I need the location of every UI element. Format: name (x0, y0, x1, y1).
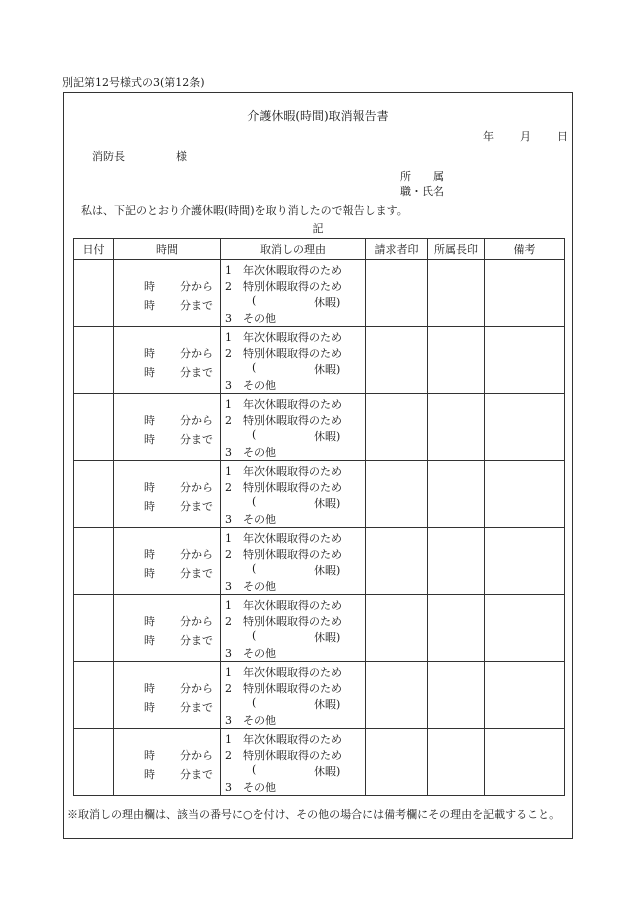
to-label: 分まで (180, 634, 213, 647)
supervisor-seal-cell[interactable] (428, 729, 485, 796)
date-cell[interactable] (74, 394, 114, 461)
header-supervisor-seal: 所属長印 (428, 239, 485, 260)
table-row (74, 461, 565, 528)
footnote: ※取消しの理由欄は、該当の番号に○を付け、その他の場合には備考欄にその理由を記載すること。 (67, 808, 561, 821)
to-label: 分まで (180, 500, 213, 513)
reason-option-1: 1 年次休暇取得のため (225, 331, 342, 344)
date-cell[interactable] (74, 662, 114, 729)
table-row (74, 394, 565, 461)
remarks-cell[interactable] (485, 327, 565, 394)
date-cell[interactable] (74, 260, 114, 327)
supervisor-seal-cell[interactable] (428, 528, 485, 595)
remarks-cell[interactable] (485, 595, 565, 662)
hour-label: 時 (144, 433, 155, 446)
header-date: 日付 (74, 239, 114, 260)
supervisor-seal-cell[interactable] (428, 595, 485, 662)
time-cell[interactable] (114, 662, 221, 729)
remarks-cell[interactable] (485, 528, 565, 595)
from-label: 分から (180, 414, 213, 427)
paren-close: 休暇) (314, 631, 341, 644)
hour-label: 時 (144, 481, 155, 494)
addressee-honorific: 様 (176, 150, 187, 163)
supervisor-seal-cell[interactable] (428, 394, 485, 461)
header-time: 時間 (114, 239, 221, 260)
reason-cell[interactable] (221, 260, 366, 327)
reason-option-3: 3 その他 (225, 312, 276, 325)
remarks-cell[interactable] (485, 260, 565, 327)
hour-label: 時 (144, 749, 155, 762)
applicant-seal-cell[interactable] (366, 662, 428, 729)
table-row (74, 662, 565, 729)
date-cell[interactable] (74, 595, 114, 662)
paren-open: ( (252, 763, 257, 776)
addressee-chief: 消防長 (92, 150, 125, 163)
to-label: 分まで (180, 433, 213, 446)
table-row (74, 729, 565, 796)
table-header-row (74, 239, 565, 260)
time-cell[interactable] (114, 260, 221, 327)
paren-open: ( (252, 696, 257, 709)
reason-option-3: 3 その他 (225, 580, 276, 593)
table-row (74, 595, 565, 662)
time-cell[interactable] (114, 394, 221, 461)
reason-option-2: 2 特別休暇取得のため (225, 414, 342, 427)
date-cell[interactable] (74, 729, 114, 796)
remarks-cell[interactable] (485, 461, 565, 528)
supervisor-seal-cell[interactable] (428, 260, 485, 327)
hour-label: 時 (144, 548, 155, 561)
table-row (74, 327, 565, 394)
applicant-seal-cell[interactable] (366, 528, 428, 595)
reason-cell[interactable] (221, 595, 366, 662)
to-label: 分まで (180, 366, 213, 379)
paren-open: ( (252, 629, 257, 642)
supervisor-seal-cell[interactable] (428, 662, 485, 729)
reason-option-1: 1 年次休暇取得のため (225, 532, 342, 545)
paren-close: 休暇) (314, 363, 341, 376)
hour-label: 時 (144, 414, 155, 427)
applicant-seal-cell[interactable] (366, 595, 428, 662)
paren-open: ( (252, 294, 257, 307)
applicant-seal-cell[interactable] (366, 461, 428, 528)
reason-option-3: 3 その他 (225, 714, 276, 727)
date-year-label: 年 (483, 130, 494, 143)
paren-open: ( (252, 361, 257, 374)
time-cell[interactable] (114, 729, 221, 796)
time-cell[interactable] (114, 595, 221, 662)
reason-option-1: 1 年次休暇取得のため (225, 264, 342, 277)
affiliation-label: 所 属 (400, 170, 444, 183)
paren-close: 休暇) (314, 497, 341, 510)
applicant-seal-cell[interactable] (366, 327, 428, 394)
remarks-cell[interactable] (485, 394, 565, 461)
supervisor-seal-cell[interactable] (428, 327, 485, 394)
date-cell[interactable] (74, 528, 114, 595)
to-label: 分まで (180, 567, 213, 580)
table-row (74, 260, 565, 327)
reason-option-1: 1 年次休暇取得のため (225, 398, 342, 411)
time-cell[interactable] (114, 327, 221, 394)
reason-cell[interactable] (221, 461, 366, 528)
reason-option-3: 3 その他 (225, 513, 276, 526)
date-cell[interactable] (74, 461, 114, 528)
reason-option-3: 3 その他 (225, 446, 276, 459)
reason-cell[interactable] (221, 662, 366, 729)
hour-label: 時 (144, 615, 155, 628)
date-day-label: 日 (557, 130, 568, 143)
reason-cell[interactable] (221, 394, 366, 461)
supervisor-seal-cell[interactable] (428, 461, 485, 528)
ki-label: 記 (312, 222, 324, 235)
remarks-cell[interactable] (485, 662, 565, 729)
paren-close: 休暇) (314, 765, 341, 778)
reason-option-2: 2 特別休暇取得のため (225, 749, 342, 762)
date-month-label: 月 (520, 130, 531, 143)
to-label: 分まで (180, 701, 213, 714)
hour-label: 時 (144, 768, 155, 781)
hour-label: 時 (144, 347, 155, 360)
header-applicant-seal: 請求者印 (366, 239, 428, 260)
from-label: 分から (180, 347, 213, 360)
date-cell[interactable] (74, 327, 114, 394)
applicant-seal-cell[interactable] (366, 729, 428, 796)
reason-option-1: 1 年次休暇取得のため (225, 599, 342, 612)
reason-option-2: 2 特別休暇取得のため (225, 615, 342, 628)
applicant-seal-cell[interactable] (366, 260, 428, 327)
remarks-cell[interactable] (485, 729, 565, 796)
hour-label: 時 (144, 701, 155, 714)
paren-close: 休暇) (314, 564, 341, 577)
to-label: 分まで (180, 299, 213, 312)
paren-open: ( (252, 562, 257, 575)
paren-close: 休暇) (314, 430, 341, 443)
reason-cell[interactable] (221, 327, 366, 394)
form-frame (63, 92, 573, 839)
hour-label: 時 (144, 500, 155, 513)
reason-option-3: 3 その他 (225, 647, 276, 660)
from-label: 分から (180, 548, 213, 561)
header-remarks: 備考 (485, 239, 565, 260)
record-table (73, 238, 565, 796)
document-title: 介護休暇(時間)取消報告書 (247, 109, 389, 123)
reason-cell[interactable] (221, 528, 366, 595)
from-label: 分から (180, 615, 213, 628)
reason-option-1: 1 年次休暇取得のため (225, 666, 342, 679)
reason-option-2: 2 特別休暇取得のため (225, 280, 342, 293)
hour-label: 時 (144, 299, 155, 312)
paren-open: ( (252, 495, 257, 508)
reason-option-2: 2 特別休暇取得のため (225, 682, 342, 695)
reason-option-2: 2 特別休暇取得のため (225, 548, 342, 561)
reason-option-3: 3 その他 (225, 379, 276, 392)
reason-option-3: 3 その他 (225, 781, 276, 794)
time-cell[interactable] (114, 461, 221, 528)
reason-option-1: 1 年次休暇取得のため (225, 465, 342, 478)
from-label: 分から (180, 682, 213, 695)
from-label: 分から (180, 481, 213, 494)
from-label: 分から (180, 749, 213, 762)
header-reason: 取消しの理由 (221, 239, 366, 260)
applicant-seal-cell[interactable] (366, 394, 428, 461)
statement-text: 私は、下記のとおり介護休暇(時間)を取り消したので報告します。 (81, 204, 408, 217)
reason-option-2: 2 特別休暇取得のため (225, 347, 342, 360)
to-label: 分まで (180, 768, 213, 781)
from-label: 分から (180, 280, 213, 293)
hour-label: 時 (144, 634, 155, 647)
hour-label: 時 (144, 366, 155, 379)
time-cell[interactable] (114, 528, 221, 595)
paren-close: 休暇) (314, 698, 341, 711)
paren-open: ( (252, 428, 257, 441)
reason-option-1: 1 年次休暇取得のため (225, 733, 342, 746)
name-label: 職・氏名 (400, 185, 444, 198)
reason-option-2: 2 特別休暇取得のため (225, 481, 342, 494)
table-row (74, 528, 565, 595)
hour-label: 時 (144, 280, 155, 293)
form-label: 別記第12号様式の3(第12条) (62, 76, 205, 89)
paren-close: 休暇) (314, 296, 341, 309)
hour-label: 時 (144, 567, 155, 580)
reason-cell[interactable] (221, 729, 366, 796)
hour-label: 時 (144, 682, 155, 695)
